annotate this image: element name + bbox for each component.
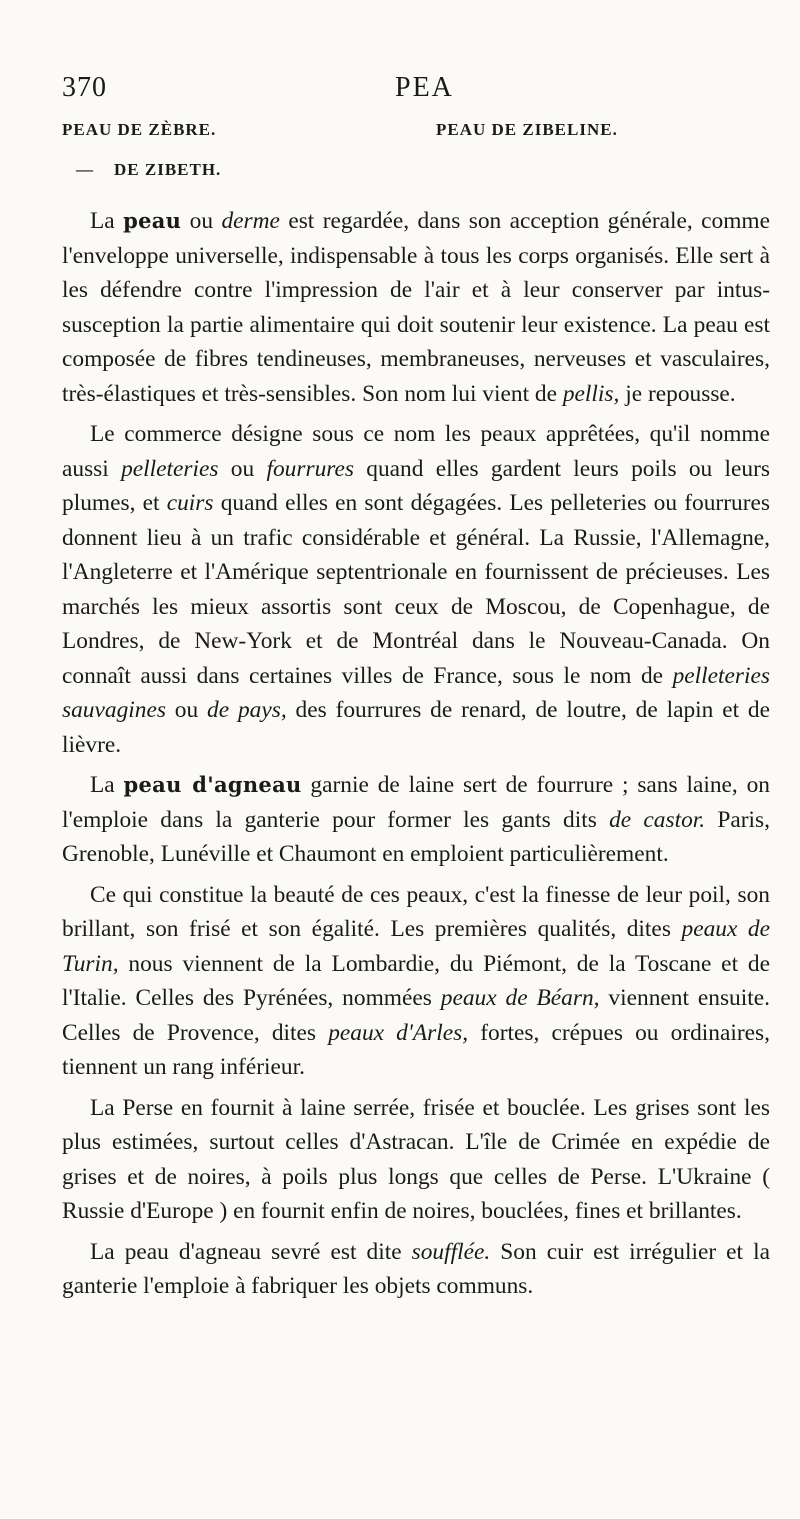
running-title: PEA [395,72,454,103]
headword: peau [123,208,182,233]
article-body [62,204,770,1304]
ditto-dash: — [76,160,94,179]
running-head [62,72,738,112]
page-number: 370 [62,72,107,103]
index-entry: PEAU DE ZIBELINE. [436,120,618,139]
paragraph: Ce qui constitue la beauté de ces peaux, c'est la finesse de leur poil, son brillant, son frisé et son égalité. Les premières qualités, dites peaux de Turin, nous viennent de la Lombardie, du Piémont, de la Toscane et de l'Italie. Celles des Pyrénées, nommées peaux de Béarn, viennent ensuite. Celles de Provence, dites peaux d'Arles, fortes, crépues ou ordinaires, tiennent un rang inférieur. [62,881,770,1080]
index-row [62,120,738,160]
cross-reference-index [62,120,738,200]
index-entry: PEAU DE ZÈBRE. [62,120,217,139]
paragraph: La peau ou derme est regardée, dans son acception générale, comme l'enveloppe universelle, indispensable à tous les corps organisés. Elle sert à les défendre contre l'impression de l'air et à leur conserver par intus-susception la partie alimentaire qui doit soutenir leur existence. La peau est composée de fibres tendineuses, membraneuses, nerveuses et vasculaires, très-élastiques et très-sensibles. Son nom lui vient de pellis, je repousse. [62,208,770,407]
paragraph: La peau d'agneau sevré est dite soufflée. Son cuir est irrégulier et la ganterie l'emploie à fabriquer les objets communs. [62,1238,770,1299]
index-entry-label: DE ZIBETH. [114,160,222,179]
paragraph: Le commerce désigne sous ce nom les peaux apprêtées, qu'il nomme aussi pelleteries ou fourrures quand elles gardent leurs poils ou leurs plumes, et cuirs quand elles en sont dégagées. Les pelleteries ou fourrures donnent lieu à un trafic considérable et général. La Russie, l'Allemagne, l'Angleterre et l'Amérique septentrionale en fournissent de précieuses. Les marchés les mieux assortis sont ceux de Moscou, de Copenhague, de Londres, de New-York et de Montréal dans le Nouveau-Canada. On connaît aussi dans certaines villes de France, sous le nom de pelleteries sauvagines ou de pays, des fourrures de renard, de loutre, de lapin et de lièvre. [62,421,770,758]
paragraph: La Perse en fournit à laine serrée, frisée et bouclée. Les grises sont les plus estimées, surtout celles d'Astracan. L'île de Crimée en expédie de grises et de noires, à poils plus longs que celles de Perse. L'Ukraine ( Russie d'Europe ) en fournit enfin de noires, bouclées, fines et brillantes. [62,1094,770,1224]
index-row [62,160,738,200]
paragraph: La peau d'agneau garnie de laine sert de fourrure ; sans laine, on l'emploie dans la ganterie pour former les gants dits de castor. Paris, Grenoble, Lunéville et Chaumont en emploient particulièrement. [62,772,771,867]
headword: peau d'agneau [123,772,302,797]
index-entry [62,160,221,180]
